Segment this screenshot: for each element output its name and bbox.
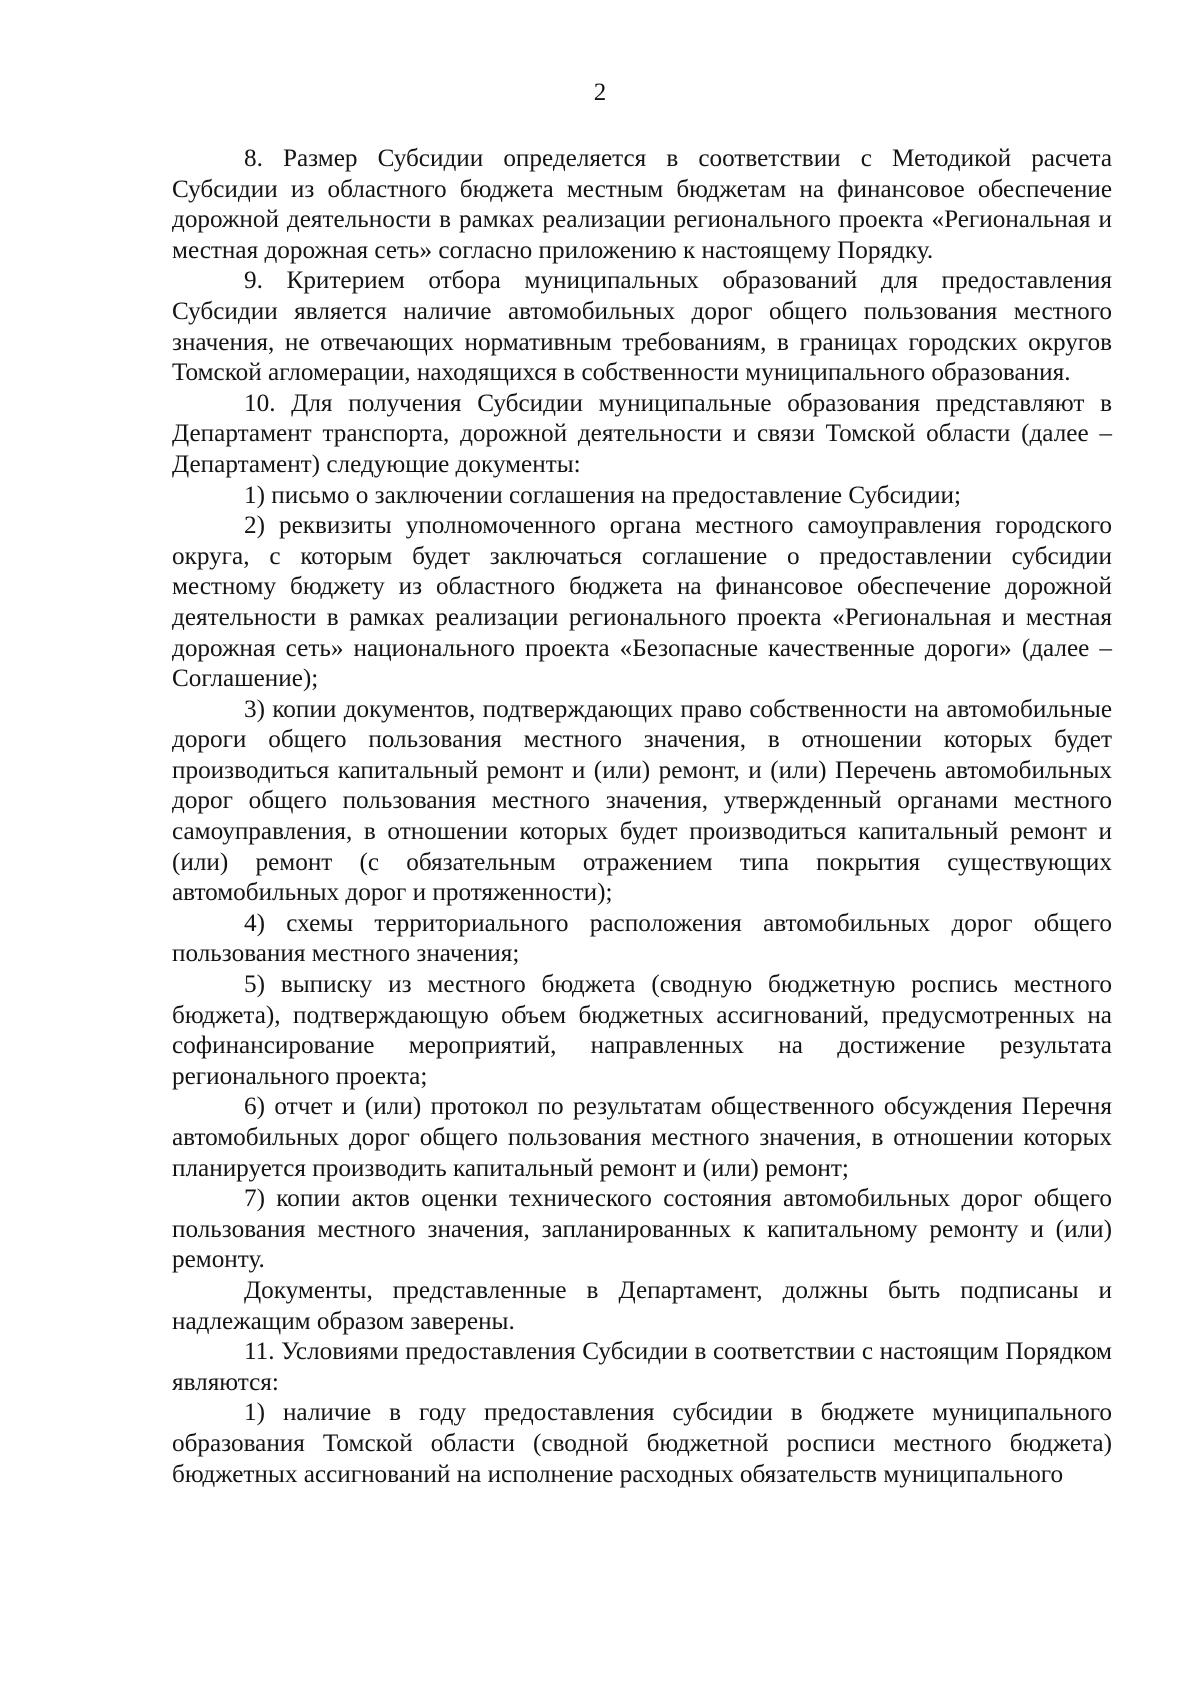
document-body	[172, 144, 1112, 1490]
list-item-7-condition-acts: 7) копии актов оценки технического состояния автомобильных дорог общего пользования местного значения, запланированных к капитальному ремонту и (или) ремонту.	[172, 1185, 1112, 1274]
paragraph-11-conditions: 11. Условиями предоставления Субсидии в соответствии с настоящим Порядком являются:	[172, 1338, 1112, 1396]
paragraph-9-selection-criterion: 9. Критерием отбора муниципальных образований для предоставления Субсидии является наличие автомобильных дорог общего пользования местного значения, не отвечающих нормативным требованиям, в границах городских округов Томской агломерации, находящихся в собственности муниципального образования.	[172, 267, 1112, 387]
condition-item-1: 1) наличие в году предоставления субсидии в бюджете муниципального образования Томской области (сводной бюджетной росписи местного бюджета) бюджетных ассигнований на исполнение расходных обязательств муниципального	[172, 1399, 1112, 1488]
list-item-5-budget-extract: 5) выписку из местного бюджета (сводную бюджетную роспись местного бюджета), подтверждающую объем бюджетных ассигнований, предусмотренных на софинансирование мероприятий, направленных на достижение результата регионального проекта;	[172, 971, 1112, 1090]
paragraph-8-subsidy-size: 8. Размер Субсидии определяется в соответствии с Методикой расчета Субсидии из областного бюджета местным бюджетам на финансовое обеспечение дорожной деятельности в рамках реализации регионального проекта «Региональная и местная дорожная сеть» согласно приложению к настоящему Порядку.	[172, 145, 1112, 264]
list-item-2-requisites: 2) реквизиты уполномоченного органа местного самоуправления городского округа, с которым будет заключаться соглашение о предоставлении субсидии местному бюджету из областного бюджета на финансовое обеспечение дорожной деятельности в рамках реализации регионального проекта «Региональная и местная дорожная сеть» национального проекта «Безопасные качественные дороги» (далее – Соглашение);	[172, 512, 1112, 693]
paragraph-documents-signed: Документы, представленные в Департамент, должны быть подписаны и надлежащим образом заверены.	[172, 1276, 1112, 1335]
paragraph-10-documents-intro: 10. Для получения Субсидии муниципальные образования представляют в Департамент транспорта, дорожной деятельности и связи Томской области (далее – Департамент) следующие документы:	[172, 389, 1112, 478]
list-item-4-location-schemes: 4) схемы территориального расположения автомобильных дорог общего пользования местного значения;	[172, 909, 1112, 968]
page-number: 2	[593, 79, 607, 106]
list-item-6-discussion-report: 6) отчет и (или) протокол по результатам общественного обсуждения Перечня автомобильных дорог общего пользования местного значения, в отношении которых планируется производить капитальный ремонт и (или) ремонт;	[172, 1093, 1112, 1182]
list-item-3-ownership-copies: 3) копии документов, подтверждающих право собственности на автомобильные дороги общего пользования местного значения, в отношении которых будет производиться капитальный ремонт и (или) ремонт, и (или) Перечень автомобильных дорог общего пользования местного значения, утвержденный органами местного самоуправления, в отношении которых будет производиться капитальный ремонт и (или) ремонт (с обязательным отражением типа покрытия существующих автомобильных дорог и протяженности);	[172, 695, 1112, 907]
list-item-1-letter: 1) письмо о заключении соглашения на предоставление Субсидии;	[244, 481, 961, 509]
